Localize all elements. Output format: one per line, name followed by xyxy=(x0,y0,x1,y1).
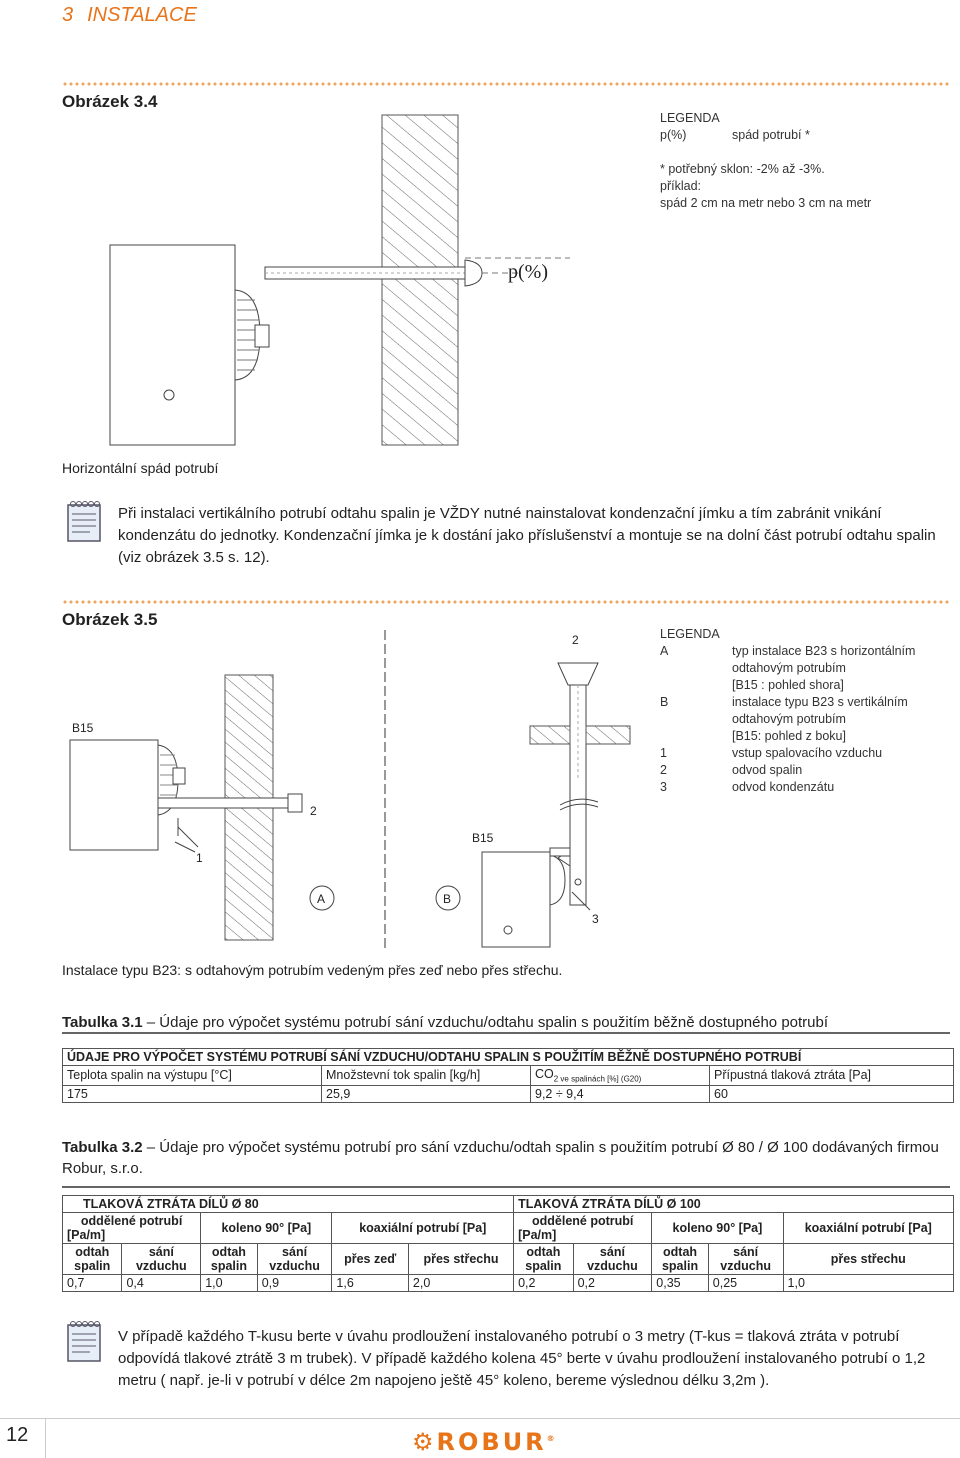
note-text: Při instalaci vertikálního potrubí odtahu spalin je VŽDY nutné nainstalovat kondenzační jímku a tím zabránit vnikání kondenzátu do jednotky. Kondenzační jímka je k dostání jako příslušenství a montuje se na dolní část potrubí odtahu spalin (viz obrázek 3.5 s. 12). xyxy=(118,505,936,566)
section-number: 3 xyxy=(62,4,74,26)
label-2: 2 xyxy=(572,633,579,647)
table-col-header: sání vzduchu xyxy=(122,1244,201,1275)
pipe-terminal xyxy=(465,260,482,286)
label-a: A xyxy=(317,892,326,906)
unit-box xyxy=(110,245,235,445)
section-title: INSTALACE xyxy=(87,4,197,26)
notepad-icon xyxy=(65,500,105,544)
legend-note: * potřebný sklon: -2% až -3%. xyxy=(660,162,825,176)
table-col-header: Množstevní tok spalin [kg/h] xyxy=(322,1066,531,1086)
table-col-header: odtah spalin xyxy=(201,1244,257,1275)
table-cell: 175 xyxy=(63,1085,322,1102)
data-table xyxy=(62,1048,954,1103)
table-title: – Údaje pro výpočet systému potrubí pro sání vzduchu/odtah spalin s použitím potrubí Ø 80 / Ø 100 dodávaných firmou Robur, s.r.o. xyxy=(62,1139,939,1177)
figure-caption: Instalace typu B23: s odtahovým potrubím vedeným přes zeď nebo přes střechu. xyxy=(62,962,563,978)
divider xyxy=(62,1186,950,1188)
table-caption xyxy=(62,1137,954,1179)
table-header: ÚDAJE PRO VÝPOČET SYSTÉMU POTRUBÍ SÁNÍ VZDUCHU/ODTAHU SPALIN S POUŽITÍM BĚŽNĚ DOSTUPNÉHO POTRUBÍ xyxy=(63,1049,954,1066)
label-b: B xyxy=(443,892,452,906)
divider xyxy=(62,1032,950,1034)
table-cell: 60 xyxy=(710,1085,954,1102)
legend-note: příklad: xyxy=(660,179,701,193)
legend-key: 3 xyxy=(660,780,667,794)
table-cell: 0,25 xyxy=(708,1275,783,1292)
figure-legend xyxy=(660,110,950,212)
table-col-header: sání vzduchu xyxy=(573,1244,652,1275)
legend-key: B xyxy=(660,695,669,709)
table-col-header: $CO_{2 ve spalinách [\%] (G20)}$ xyxy=(531,1066,710,1086)
table-col-header: sání vzduchu xyxy=(708,1244,783,1275)
table-label: Tabulka 3.1 xyxy=(62,1014,143,1031)
table-col-header: koleno 90° [Pa] xyxy=(652,1213,783,1244)
wall xyxy=(382,115,458,445)
legend-value: spád potrubí * xyxy=(732,128,810,142)
logo-gear-icon: ⚙ xyxy=(412,1428,437,1456)
legend-note: spád 2 cm na metr nebo 3 cm na metr xyxy=(660,196,872,210)
table-col-header: oddělené potrubí [Pa/m] xyxy=(63,1213,201,1244)
table-col-header: koaxiální potrubí [Pa] xyxy=(332,1213,514,1244)
installation-diagram xyxy=(60,630,650,950)
table-col-header: přes střechu xyxy=(408,1244,513,1275)
table-cell: 0,35 xyxy=(652,1275,708,1292)
table-col-header: Teplota spalin na výstupu [°C] xyxy=(63,1066,322,1086)
legend-value: typ instalace B23 s horizontálním odtahovým potrubím xyxy=(732,644,916,675)
figure-legend xyxy=(660,626,952,796)
figure-title: Obrázek 3.5 xyxy=(62,610,158,629)
table-cell: 25,9 xyxy=(322,1085,531,1102)
table-cell: 1,0 xyxy=(783,1275,953,1292)
table-cell: 0,2 xyxy=(573,1275,652,1292)
label-1: 1 xyxy=(196,851,203,865)
label-2: 2 xyxy=(310,804,317,818)
legend-value: odvod spalin xyxy=(732,763,803,777)
figure-title: Obrázek 3.4 xyxy=(62,92,158,111)
table-col-header: odtah spalin xyxy=(652,1244,708,1275)
table-col-header: sání vzduchu xyxy=(257,1244,332,1275)
legend-key xyxy=(660,677,732,694)
table-col-header: odtah spalin xyxy=(514,1244,573,1275)
legend-key: p(%) xyxy=(660,128,687,142)
table-col-header: přes střechu xyxy=(783,1244,953,1275)
figure-caption: Horizontální spád potrubí xyxy=(62,460,219,476)
brand-logo: ⚙ROBUR® xyxy=(412,1428,558,1456)
data-table xyxy=(62,1195,954,1292)
legend-value: vstup spalovacího vzduchu xyxy=(732,746,883,760)
legend-title: LEGENDA xyxy=(660,627,720,641)
footer-divider xyxy=(0,1418,960,1419)
horizontal-slope-diagram xyxy=(100,110,620,450)
table-cell: 2,0 xyxy=(408,1275,513,1292)
table-cell: 0,9 xyxy=(257,1275,332,1292)
table-cell: 0,4 xyxy=(122,1275,201,1292)
table-col-header: Přípustná tlaková ztráta [Pa] xyxy=(710,1066,954,1086)
legend-title: LEGENDA xyxy=(660,111,720,125)
legend-key: 2 xyxy=(660,763,667,777)
legend-key: 1 xyxy=(660,746,667,760)
table-cell: 0,7 xyxy=(63,1275,122,1292)
legend-key xyxy=(660,728,732,745)
divider xyxy=(62,82,950,86)
table-col-header: přes zeď xyxy=(332,1244,408,1275)
table-header: TLAKOVÁ ZTRÁTA DÍLŮ Ø 80 xyxy=(63,1196,514,1213)
table-cell: 0,2 xyxy=(514,1275,573,1292)
page-number: 12 xyxy=(6,1424,29,1446)
table-cell: 9,2 ÷ 9,4 xyxy=(531,1085,710,1102)
label-b15: B15 xyxy=(72,721,94,735)
section-heading xyxy=(62,4,211,27)
table-col-header: oddělené potrubí [Pa/m] xyxy=(514,1213,652,1244)
table-col-header: koaxiální potrubí [Pa] xyxy=(783,1213,953,1244)
table-label: Tabulka 3.2 xyxy=(62,1139,143,1156)
slope-label: p(%) xyxy=(508,261,548,283)
table-cell: 1,6 xyxy=(332,1275,408,1292)
table-col-header: koleno 90° [Pa] xyxy=(201,1213,332,1244)
table-caption xyxy=(62,1012,950,1033)
table-cell: 1,0 xyxy=(201,1275,257,1292)
legend-value: [B15: pohled z boku] xyxy=(732,729,846,743)
table-header: TLAKOVÁ ZTRÁTA DÍLŮ Ø 100 xyxy=(514,1196,954,1213)
legend-value: instalace typu B23 s vertikálním odtahovým potrubím xyxy=(732,695,908,726)
legend-key: A xyxy=(660,644,669,658)
note-text: V případě každého T-kusu berte v úvahu prodloužení instalovaného potrubí o 3 metry (T-kus = tlaková ztráta v potrubí odpovídá tlakové ztrátě 3 m trubek). V případě každého kolena 45° berte v úvahu prodloužení instalovaného potrubí o 1,2 metru ( např. je-li v potrubí v délce 2m napojeno ještě 45° koleno, bereme výslednou délku 3,2m ). xyxy=(118,1328,926,1389)
table-col-header: odtah spalin xyxy=(63,1244,122,1275)
notepad-icon xyxy=(65,1320,105,1364)
legend-value: [B15 : pohled shora] xyxy=(732,678,844,692)
label-3: 3 xyxy=(592,912,599,926)
label-b15: B15 xyxy=(472,831,494,845)
divider xyxy=(62,600,950,604)
table-title: – Údaje pro výpočet systému potrubí sání vzduchu/odtahu spalin s použitím běžně dostupného potrubí xyxy=(142,1014,829,1031)
legend-value: odvod kondenzátu xyxy=(732,780,835,794)
